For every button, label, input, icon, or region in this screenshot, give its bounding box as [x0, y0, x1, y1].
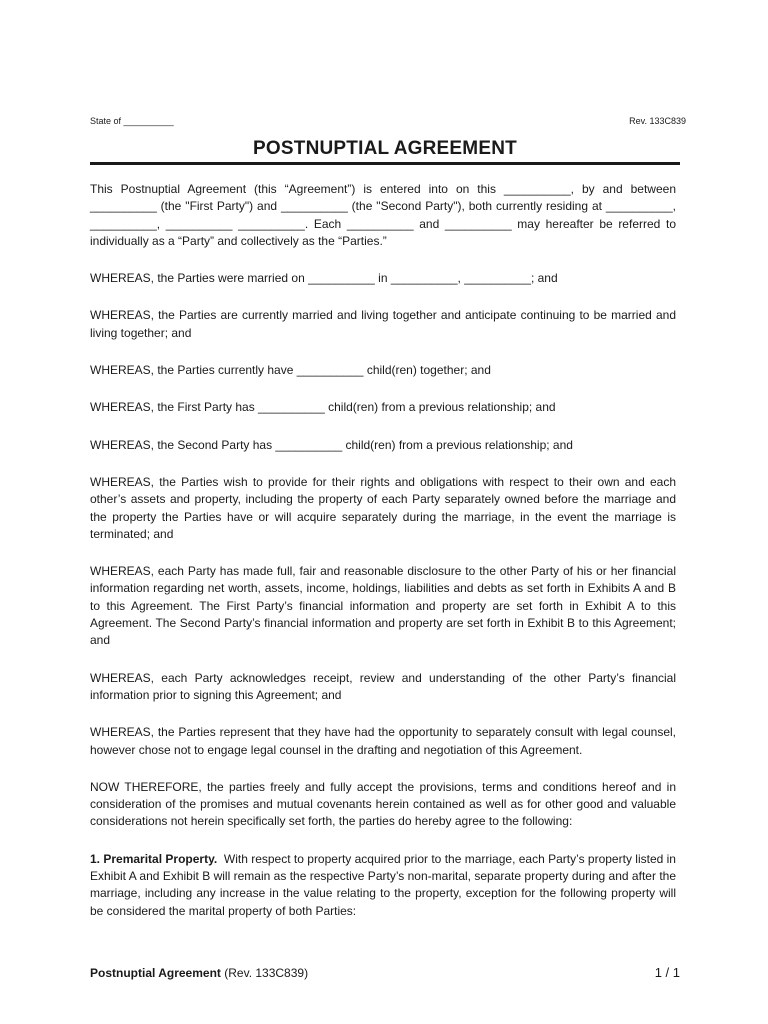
state-line: State of __________ [90, 116, 174, 126]
whereas-second-party-children: WHEREAS, the Second Party has __________ child(ren) from a previous relationship; and [90, 437, 573, 452]
section-premarital-property [90, 851, 676, 920]
whereas-disclosure: WHEREAS, each Party has made full, fair and reasonable disclosure to the other Party of his or her financial information regarding net worth, assets, income, holdings, liabilities and debts as set forth in Exhibits A and B to this Agreement. The First Party’s financial information and property are set forth in Exhibit A to this Agreement. The Second Party’s financial information and property are set forth in Exhibit B to this Agreement; and [90, 564, 676, 648]
title-underline [90, 162, 680, 165]
whereas-married: WHEREAS, the Parties were married on __________ in __________, __________; and [90, 271, 558, 286]
section-text: With respect to property acquired prior to the marriage, each Party’s property listed in Exhibit A and Exhibit B will remain as the respective Party’s non-marital, separate property during and after the marriage, including any increase in the value relating to the property, exception for the following property will be considered the marital property of both Parties: [90, 851, 676, 918]
footer-document-name [90, 966, 308, 980]
section-title: 1. Premarital Property. [90, 851, 218, 866]
whereas-legal-counsel: WHEREAS, the Parties represent that they have had the opportunity to separately consult with legal counsel, however chose not to engage legal counsel in the drafting and negotiation of this Agreement. [90, 725, 676, 757]
intro-paragraph: This Postnuptial Agreement (this “Agreement”) is entered into on this __________, by and between __________ (the "First Party") and __________ (the "Second Party"), both currently residing at __________, __________, __________ __________. Each __________ and __________ may hereafter be referred to individually as a “Party” and collectively as the “Parties.” [90, 182, 676, 248]
whereas-children-together: WHEREAS, the Parties currently have __________ child(ren) together; and [90, 363, 491, 378]
page-footer [90, 965, 680, 980]
document-body [90, 181, 676, 940]
whereas-living-together: WHEREAS, the Parties are currently married and living together and anticipate continuing to be married and living together; and [90, 308, 676, 340]
page-number: 1 / 1 [654, 965, 680, 980]
footer-title: Postnuptial Agreement [90, 966, 221, 980]
whereas-first-party-children: WHEREAS, the First Party has __________ child(ren) from a previous relationship; and [90, 400, 556, 415]
document-title: POSTNUPTIAL AGREEMENT [253, 138, 517, 159]
revision-number: Rev. 133C839 [629, 116, 686, 126]
whereas-acknowledgement: WHEREAS, each Party acknowledges receipt, review and understanding of the other Party’s financial information prior to signing this Agreement; and [90, 670, 676, 702]
footer-revision: (Rev. 133C839) [224, 966, 309, 980]
whereas-rights-obligations: WHEREAS, the Parties wish to provide for their rights and obligations with respect to their own and each other’s assets and property, including the property of each Party separately owned before the marriage and the property the Parties have or will acquire separately during the marriage, in the event the marriage is terminated; and [90, 474, 676, 541]
header-row [90, 116, 686, 126]
now-therefore-paragraph: NOW THEREFORE, the parties freely and fully accept the provisions, terms and conditions hereof and in consideration of the promises and mutual covenants herein contained as well as for other good and valuable considerations not herein specifically set forth, the parties do hereby agree to the following: [90, 779, 676, 829]
